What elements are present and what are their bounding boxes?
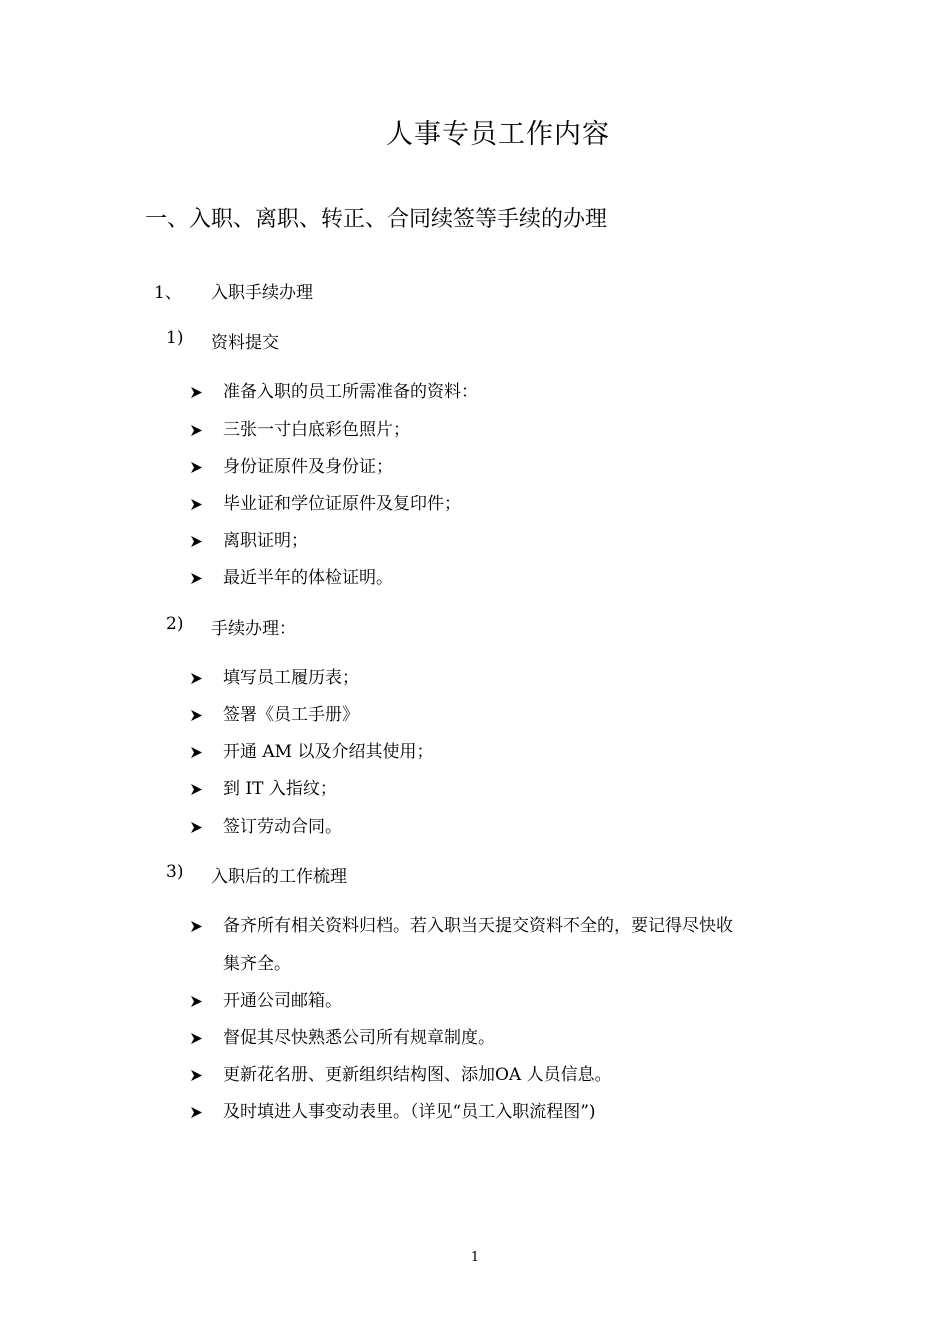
subsection-number: 1、: [154, 283, 182, 303]
item-number: 1): [166, 328, 184, 348]
list-item: 最近半年的体检证明。: [190, 563, 393, 588]
list-item: 及时填进人事变动表里。（详见“员工入职流程图”): [190, 1097, 596, 1122]
list-item: 更新花名册、更新组织结构图、添加OA 人员信息。: [190, 1060, 612, 1085]
arrowhead-bullet-icon: [190, 668, 223, 688]
arrowhead-bullet-icon: [190, 705, 223, 725]
arrowhead-bullet-icon: [190, 457, 223, 477]
list-item: 准备入职的员工所需准备的资料：: [190, 377, 478, 402]
list-item: 开通 AM 以及介绍其使用；: [190, 737, 434, 762]
arrowhead-bullet-icon: [190, 991, 223, 1011]
list-item: 离职证明；: [190, 526, 308, 551]
arrowhead-bullet-icon: [190, 531, 223, 551]
item-title: 资料提交: [211, 333, 279, 353]
list-item: 签订劳动合同。: [190, 812, 342, 837]
list-item: 签署《员工手册》: [190, 700, 359, 725]
list-item: 身份证原件及身份证；: [190, 452, 393, 477]
list-item: 三张一寸白底彩色照片；: [190, 415, 410, 440]
list-item: 备齐所有相关资料归档。若入职当天提交资料不全的，要记得尽快收: [190, 911, 733, 936]
arrowhead-bullet-icon: [190, 494, 223, 514]
page-number: 1: [470, 1250, 480, 1265]
arrowhead-bullet-icon: [190, 1102, 223, 1122]
arrowhead-bullet-icon: [190, 779, 223, 799]
item-number: 3): [166, 862, 184, 882]
arrowhead-bullet-icon: [190, 420, 223, 440]
item-title: 入职后的工作梳理: [211, 867, 347, 887]
list-item: 督促其尽快熟悉公司所有规章制度。: [190, 1023, 495, 1048]
list-item-continuation: 集齐全。: [223, 954, 291, 974]
arrowhead-bullet-icon: [190, 1028, 223, 1048]
arrowhead-bullet-icon: [190, 742, 223, 762]
list-item: 到 IT 入指纹；: [190, 774, 337, 799]
arrowhead-bullet-icon: [190, 817, 223, 837]
arrowhead-bullet-icon: [190, 382, 223, 402]
list-item: 开通公司邮箱。: [190, 986, 342, 1011]
arrowhead-bullet-icon: [190, 1065, 223, 1085]
subsection-title: 入职手续办理: [211, 283, 313, 303]
list-item: 毕业证和学位证原件及复印件；: [190, 489, 461, 514]
item-number: 2): [166, 614, 184, 634]
section-heading: 一、入职、离职、转正、合同续签等手续的办理: [145, 207, 608, 232]
arrowhead-bullet-icon: [190, 568, 223, 588]
document-title: 人事专员工作内容: [386, 119, 610, 150]
list-item: 填写员工履历表；: [190, 663, 359, 688]
arrowhead-bullet-icon: [190, 916, 223, 936]
item-title: 手续办理：: [211, 619, 296, 639]
